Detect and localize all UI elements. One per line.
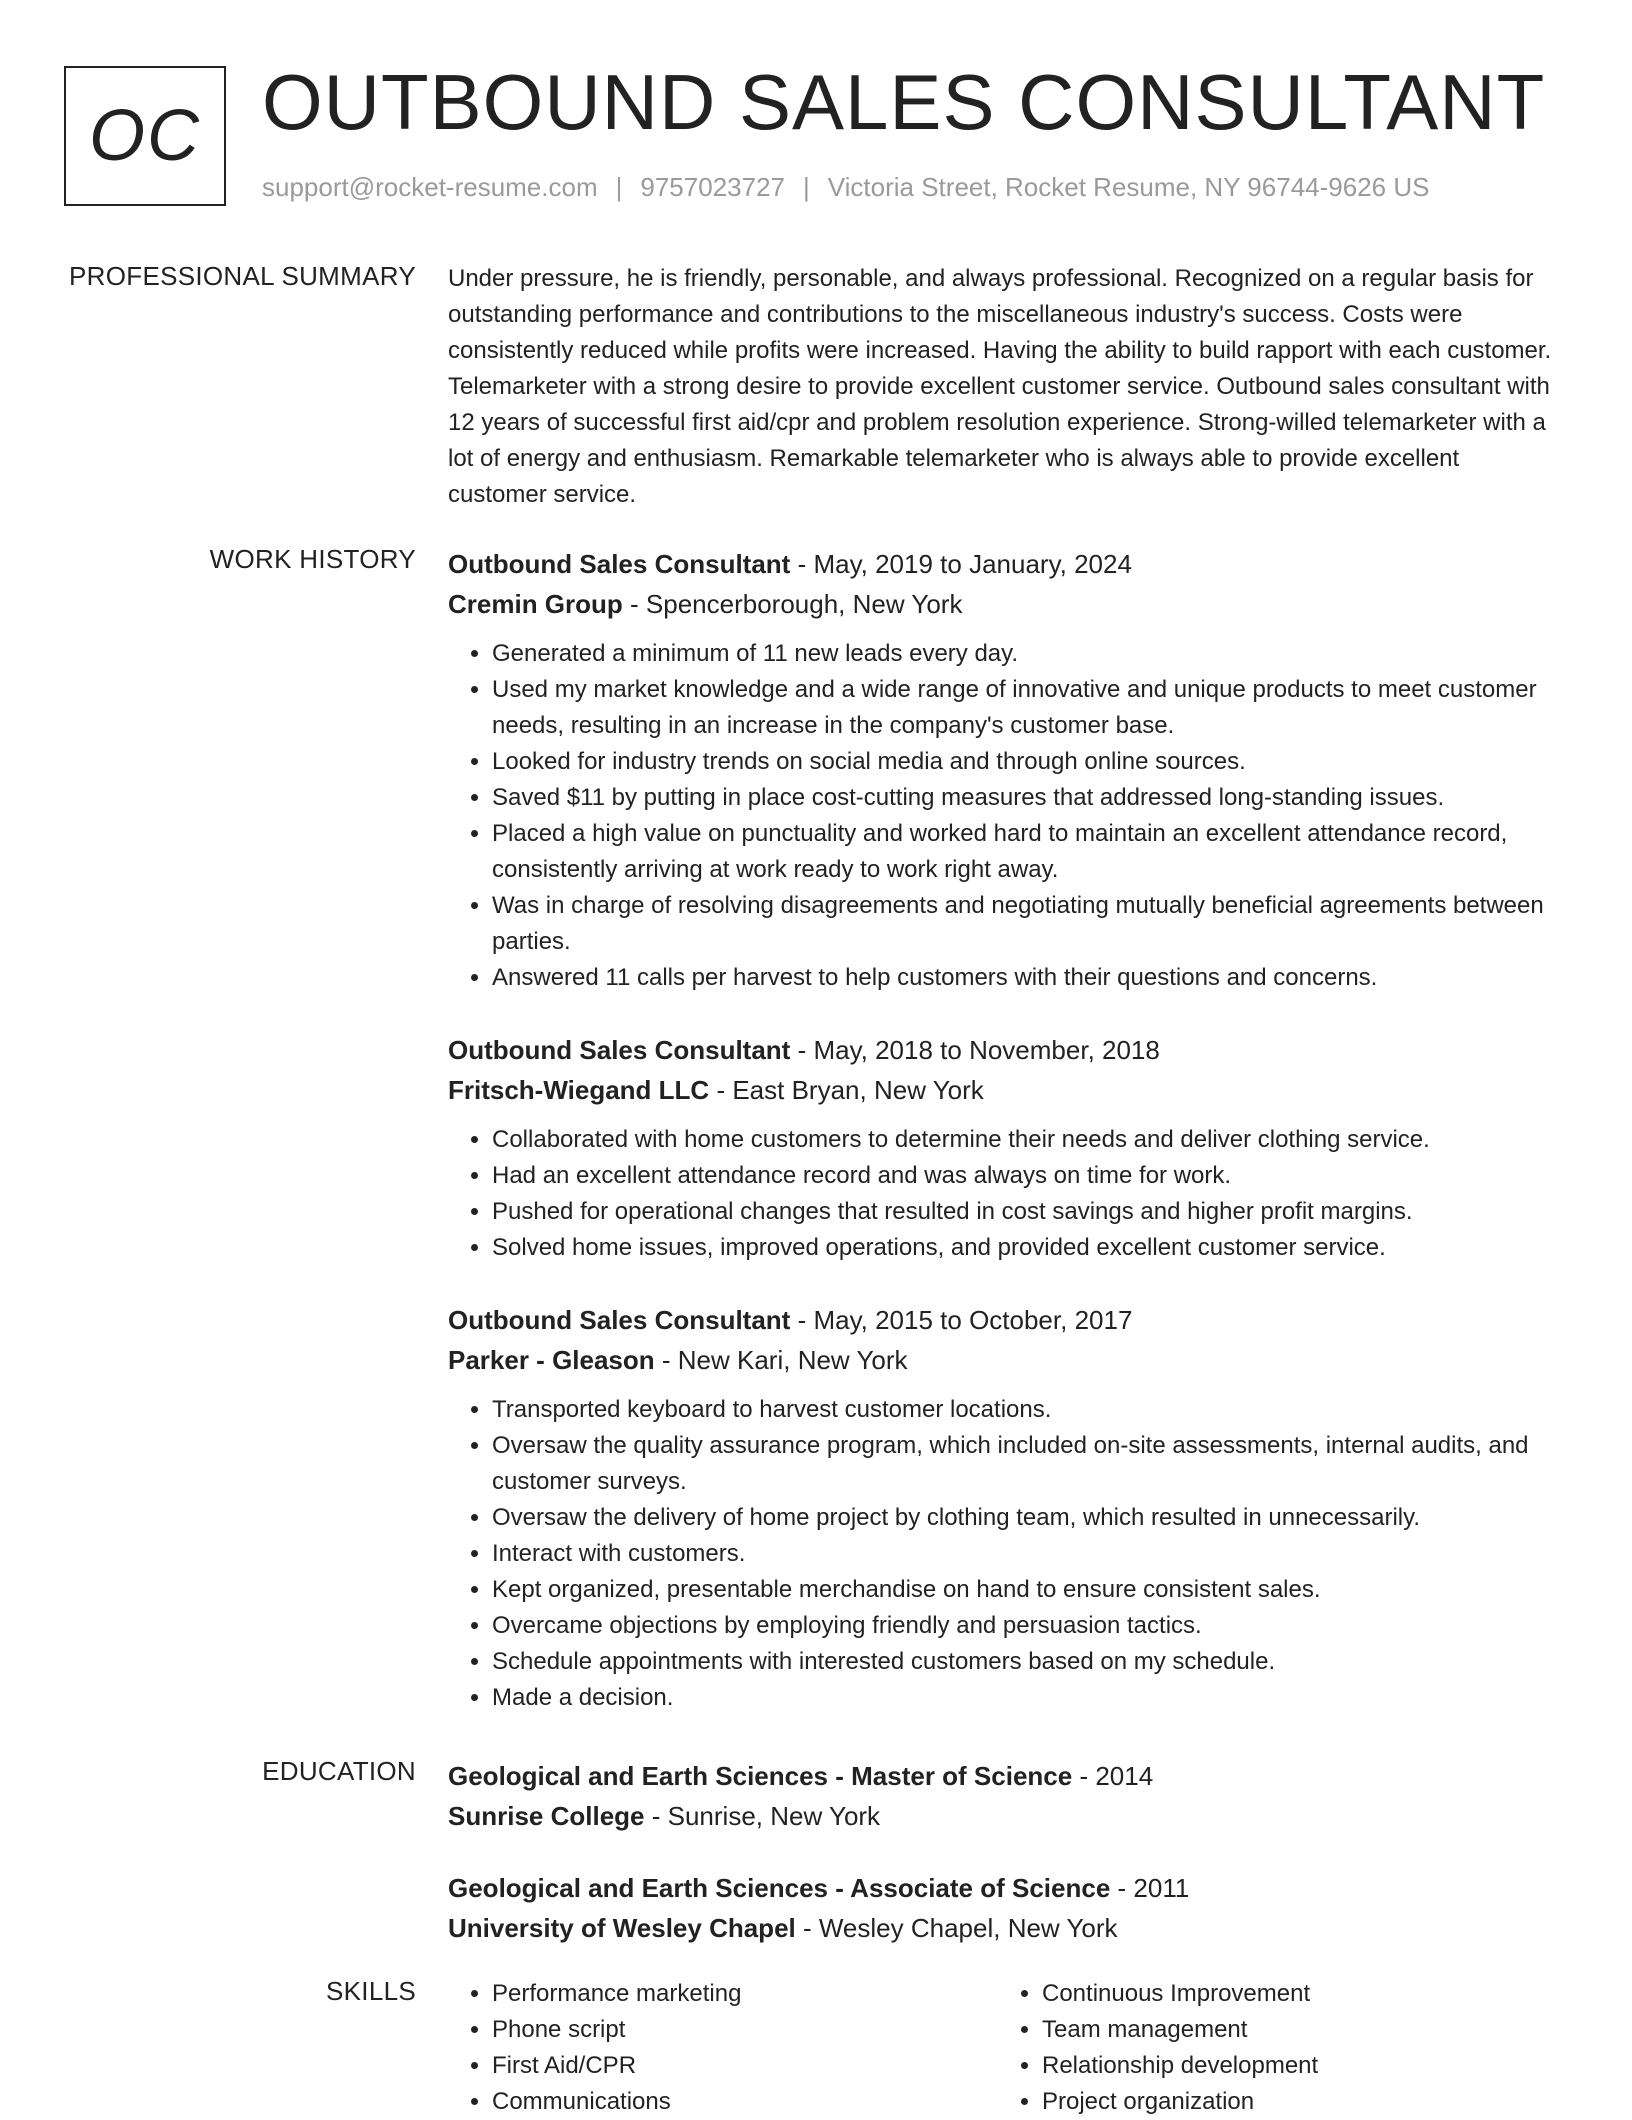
work-history-body bbox=[448, 544, 1560, 1750]
education-location: - Wesley Chapel, New York bbox=[802, 1913, 1118, 1943]
skills-body bbox=[448, 1976, 1560, 2120]
job-bullet: • Answered 11 calls per harvest to help customers with their questions and concerns. bbox=[492, 960, 1560, 996]
job-bullet: • Was in charge of resolving disagreements and negotiating mutually beneficial agreements between parties. bbox=[492, 888, 1560, 960]
job-entry bbox=[448, 1300, 1560, 1716]
contact-separator: | bbox=[615, 172, 623, 202]
education-school-line bbox=[448, 1796, 1560, 1836]
section-label-education: EDUCATION bbox=[262, 1756, 416, 1786]
job-bullet: • Used my market knowledge and a wide range of innovative and unique products to meet customer needs, resulting in an increase in the company's customer base. bbox=[492, 672, 1560, 744]
job-bullet: • Oversaw the delivery of home project by clothing team, which resulted in unnecessarily. bbox=[492, 1500, 1560, 1536]
job-company: Cremin Group bbox=[448, 589, 623, 619]
education-degree-line bbox=[448, 1868, 1560, 1908]
education-degree: Geological and Earth Sciences - Associate of Science bbox=[448, 1873, 1111, 1903]
section-label-work-history: WORK HISTORY bbox=[209, 544, 416, 574]
job-title-line bbox=[448, 1030, 1560, 1070]
job-bullet: • Schedule appointments with interested customers based on my schedule. bbox=[492, 1644, 1560, 1680]
skill-item: • Performance marketing bbox=[492, 1976, 998, 2012]
job-entry bbox=[448, 544, 1560, 996]
education-entry bbox=[448, 1756, 1560, 1836]
education-school-line bbox=[448, 1908, 1560, 1948]
job-bullet: • Kept organized, presentable merchandise on hand to ensure consistent sales. bbox=[492, 1572, 1560, 1608]
summary-text: Under pressure, he is friendly, personable, and always professional. Recognized on a regular basis for outstanding performance and contributions to the miscellaneous industry's success. Costs were consistently reduced while profits were increased. Having the ability to build rapport with each customer. Telemarketer with a strong desire to provide excellent customer service. Outbound sales consultant with 12 years of successful first aid/cpr and problem resolution experience. Strong-willed telemarketer with a lot of energy and enthusiasm. Remarkable telemarketer who is always able to provide excellent customer service. bbox=[448, 265, 1552, 508]
contact-line bbox=[262, 172, 1429, 203]
education-location: - Sunrise, New York bbox=[651, 1801, 881, 1831]
job-bullet: • Overcame objections by employing friendly and persuasion tactics. bbox=[492, 1608, 1560, 1644]
job-company: Parker - Gleason bbox=[448, 1345, 655, 1375]
job-company-line bbox=[448, 1340, 1560, 1380]
job-title: Outbound Sales Consultant bbox=[448, 1305, 791, 1335]
job-location: - New Kari, New York bbox=[661, 1345, 908, 1375]
skill-item: • Project organization bbox=[1042, 2084, 1548, 2120]
contact-address: Victoria Street, Rocket Resume, NY 96744-9626 US bbox=[827, 172, 1430, 202]
skill-item: • Phone script bbox=[492, 2012, 998, 2048]
education-school: University of Wesley Chapel bbox=[448, 1913, 796, 1943]
job-company-line bbox=[448, 584, 1560, 624]
contact-separator: | bbox=[803, 172, 810, 202]
skills-column-left bbox=[448, 1976, 998, 2120]
job-company-line bbox=[448, 1070, 1560, 1110]
job-bullet: • Made a decision. bbox=[492, 1680, 1560, 1716]
job-title-line bbox=[448, 544, 1560, 584]
skill-item: • Communications bbox=[492, 2084, 998, 2120]
job-bullet: • Collaborated with home customers to determine their needs and deliver clothing service. bbox=[492, 1122, 1560, 1158]
job-bullet: • Looked for industry trends on social media and through online sources. bbox=[492, 744, 1560, 780]
section-label-summary: PROFESSIONAL SUMMARY bbox=[69, 261, 416, 291]
job-bullet: • Saved $11 by putting in place cost-cutting measures that addressed long-standing issues. bbox=[492, 780, 1560, 816]
skills-column-right bbox=[998, 1976, 1548, 2120]
skills-grid bbox=[448, 1976, 1560, 2120]
job-location: - Spencerborough, New York bbox=[630, 589, 963, 619]
education-school: Sunrise College bbox=[448, 1801, 645, 1831]
education-year: - 2011 bbox=[1117, 1873, 1190, 1903]
job-dates: - May, 2015 to October, 2017 bbox=[797, 1305, 1133, 1335]
skill-item: • Team management bbox=[1042, 2012, 1548, 2048]
job-bullet: • Generated a minimum of 11 new leads every day. bbox=[492, 636, 1560, 672]
contact-phone[interactable]: 9757023727 bbox=[640, 172, 785, 202]
job-title: Outbound Sales Consultant bbox=[448, 549, 791, 579]
job-location: - East Bryan, New York bbox=[716, 1075, 984, 1105]
skill-item: • First Aid/CPR bbox=[492, 2048, 998, 2084]
job-bullets bbox=[448, 636, 1560, 996]
skill-item: • Relationship development bbox=[1042, 2048, 1548, 2084]
job-title-line bbox=[448, 1300, 1560, 1340]
job-bullet: • Had an excellent attendance record and was always on time for work. bbox=[492, 1158, 1560, 1194]
education-body bbox=[448, 1756, 1560, 1980]
job-bullet: • Interact with customers. bbox=[492, 1536, 1560, 1572]
job-dates: - May, 2019 to January, 2024 bbox=[797, 549, 1132, 579]
skill-item: • Continuous Improvement bbox=[1042, 1976, 1548, 2012]
monogram-logo: OC bbox=[64, 66, 226, 206]
job-bullet: • Pushed for operational changes that resulted in cost savings and higher profit margins. bbox=[492, 1194, 1560, 1230]
education-degree: Geological and Earth Sciences - Master of Science bbox=[448, 1761, 1073, 1791]
job-bullet: • Transported keyboard to harvest customer locations. bbox=[492, 1392, 1560, 1428]
summary-body bbox=[448, 261, 1560, 513]
job-dates: - May, 2018 to November, 2018 bbox=[797, 1035, 1160, 1065]
job-bullets bbox=[448, 1392, 1560, 1716]
contact-email[interactable]: support@rocket-resume.com bbox=[262, 172, 598, 202]
resume-title: OUTBOUND SALES CONSULTANT bbox=[262, 58, 1546, 146]
section-label-skills: SKILLS bbox=[326, 1976, 416, 2006]
job-bullets bbox=[448, 1122, 1560, 1266]
job-bullet: • Oversaw the quality assurance program, which included on-site assessments, internal audits, and customer surveys. bbox=[492, 1428, 1560, 1500]
education-degree-line bbox=[448, 1756, 1560, 1796]
job-title: Outbound Sales Consultant bbox=[448, 1035, 791, 1065]
job-bullet: • Placed a high value on punctuality and worked hard to maintain an excellent attendance record, consistently arriving at work ready to work right away. bbox=[492, 816, 1560, 888]
job-company: Fritsch-Wiegand LLC bbox=[448, 1075, 710, 1105]
education-entry bbox=[448, 1868, 1560, 1948]
job-bullet: • Solved home issues, improved operations, and provided excellent customer service. bbox=[492, 1230, 1560, 1266]
job-entry bbox=[448, 1030, 1560, 1266]
education-year: - 2014 bbox=[1079, 1761, 1154, 1791]
